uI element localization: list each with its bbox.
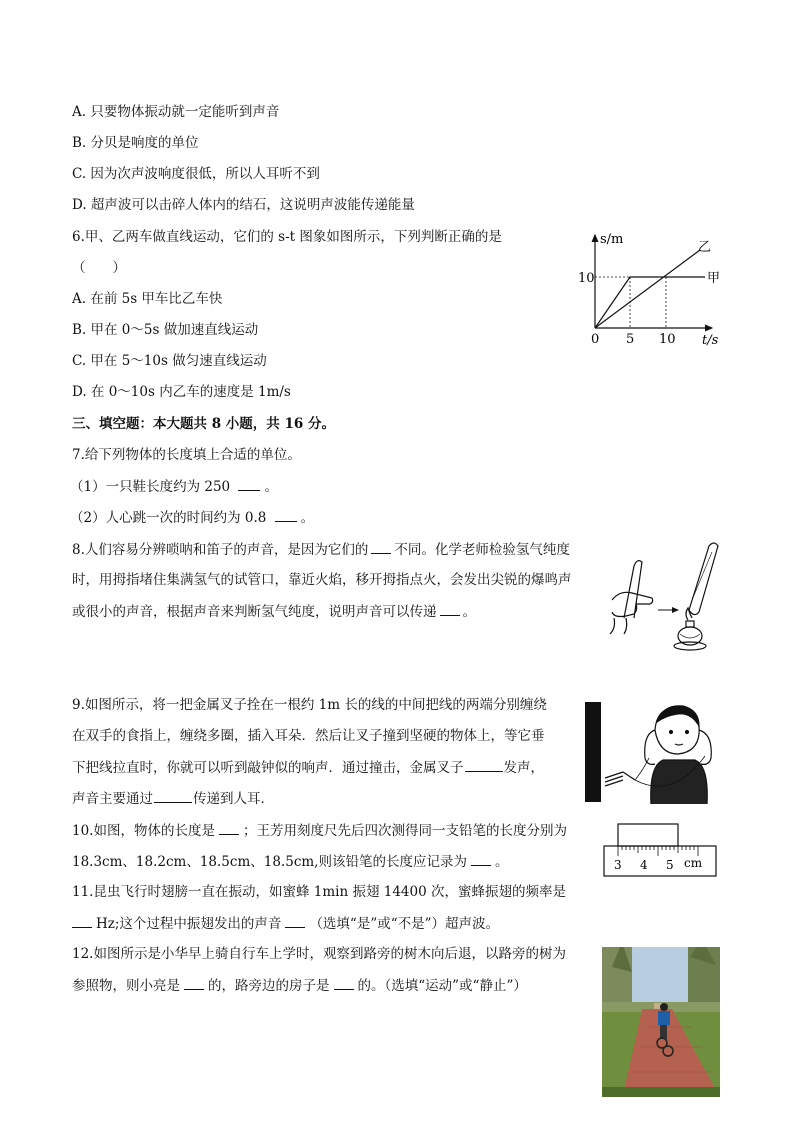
q9-line-4b: 传递到人耳． [193,791,274,807]
answer-blank[interactable] [285,914,305,928]
q6-stem: 6.甲、乙两车做直线运动，它们的 s-t 图象如图所示，下列判断正确的是 [72,229,502,245]
ruler-tick-label: 4 [640,858,648,872]
cyclist-photo [602,947,720,1097]
q9-line-3b: 发声， [503,760,544,776]
q10-line-2a: 18.3cm、18.2cm、18.5cm、18.5cm,则该铅笔的长度应记录为 [72,854,467,870]
alcohol-burner [674,608,706,650]
q10-line-1 [72,821,567,840]
q5-option-c: C. 因为次声波响度很低，所以人耳听不到 [72,166,320,182]
series-jia-line [595,277,705,328]
ruler-tick-label: 5 [666,858,674,872]
q7-item-1 [70,477,278,496]
q8-line-1 [72,540,570,559]
series-label-jia: 甲 [707,271,721,286]
q8-line-1a: 8.人们容易分辨唢呐和笛子的声音，是因为它们的 [72,542,369,558]
answer-blank[interactable] [275,508,297,522]
q6-option-b: B. 甲在 0～5s 做加速直线运动 [72,322,259,338]
q12-line-2b: 的，路旁边的房子是 [208,978,330,994]
answer-blank[interactable] [219,821,239,835]
q7-stem: 7.给下列物体的长度填上合适的单位。 [72,447,301,463]
test-tube-in-hand [610,561,653,634]
section-title: 三、填空题：本大题共 8 小题，共 16 分。 [72,416,335,432]
answer-blank[interactable] [440,602,460,616]
q8-line-3a: 或很小的声音，根据声音来判断氢气纯度，说明声音可以传递 [72,604,437,620]
q10-line-1b: ；王芳用刻度尺先后四次测得同一支铅笔的长度分别为 [242,823,567,839]
q7-item-1-text: （1）一只鞋长度约为 250 [70,479,231,495]
origin-label: 0 [591,332,600,347]
listener-figure [645,706,712,804]
ruler-ticks [618,846,698,856]
answer-blank[interactable] [465,758,503,772]
answer-blank[interactable] [72,914,92,928]
q7-item-2-text: （2）人心跳一次的时间约为 0.8 [70,510,267,526]
q6-option-a: A. 在前 5s 甲车比乙车快 [72,291,223,307]
y-tick-label: 10 [578,271,595,286]
q12-line-2c: 的。（选填“运动”或“静止”） [357,978,527,994]
answer-blank[interactable] [154,789,192,803]
answer-blank[interactable] [334,976,354,990]
q9-line-2: 在双手的食指上，缠绕多圈，插入耳朵．然后让叉子撞到坚硬的物体上，等它垂 [72,728,545,744]
q10-line-1a: 10.如图，物体的长度是 [72,823,215,839]
q11-line-2b: （选填“是”或“不是”）超声波。 [309,916,500,932]
q8-line-3 [72,602,476,621]
q9-line-4a: 声音主要通过 [72,791,153,807]
q9-line-3a: 下把线拉直时，你就可以听到敲钟似的响声．通过撞击，金属叉子 [72,760,464,776]
q5-option-d: D. 超声波可以击碎人体内的结石，这说明声波能传递能量 [72,197,415,213]
test-tube-illustration [604,538,726,658]
ruler-illustration [600,822,720,880]
x-axis-label: t/s [702,333,719,348]
q12-line-1: 12.如图所示是小华早上骑自行车上学时，观察到路旁的树木向后退，以路旁的树为 [72,946,566,962]
answer-blank[interactable] [371,540,391,554]
q10-line-2 [72,852,508,871]
q9-line-3 [72,758,544,777]
q8-line-1b: 不同。化学老师检验氢气纯度 [394,542,570,558]
x-tick-label: 10 [659,332,676,347]
period: 。 [494,854,509,870]
q12-line-2 [72,976,527,995]
q11-line-2a: Hz;这个过程中振翅发出的声音 [96,916,282,932]
y-axis-label: s/m [600,232,624,247]
test-tube-over-flame [689,543,718,615]
period: 。 [462,604,476,620]
series-yi-line [595,250,700,328]
series-label-yi: 乙 [698,240,712,255]
q6-option-c: C. 甲在 5～10s 做匀速直线运动 [72,353,267,369]
ruler-tick-label: 3 [614,858,622,872]
fork-listener-illustration [583,700,723,805]
x-tick-label: 5 [626,332,635,347]
q11-line-2 [72,914,499,933]
q6-option-d: D. 在 0～10s 内乙车的速度是 1m/s [72,384,291,400]
st-graph [570,225,730,355]
q11-line-1: 11.昆虫飞行时翅膀一直在振动，如蜜蜂 1min 振翅 14400 次，蜜蜂振翅的频率是 [72,884,566,900]
q8-line-2: 时，用拇指堵住集满氢气的试管口，靠近火焰，移开拇指点火，会发出尖锐的爆鸣声 [72,572,572,588]
answer-blank[interactable] [184,976,204,990]
q7-item-2 [70,508,314,527]
q12-line-2a: 参照物，则小亮是 [72,978,180,994]
q9-line-4 [72,789,274,808]
ruler-unit-label: cm [684,856,703,870]
q5-option-a: A. 只要物体振动就一定能听到声音 [72,104,280,120]
q6-answer-paren: （ ） [72,260,126,276]
period: 。 [264,479,278,495]
period: 。 [300,510,315,526]
answer-blank[interactable] [238,477,260,491]
answer-blank[interactable] [471,852,491,866]
measured-object [618,824,678,846]
q5-option-b: B. 分贝是响度的单位 [72,135,199,151]
q9-line-1: 9.如图所示，将一把金属叉子拴在一根约 1m 长的线的中间把线的两端分别缠绕 [72,697,547,713]
metal-fork-icon [605,772,635,786]
hard-object [585,702,601,802]
